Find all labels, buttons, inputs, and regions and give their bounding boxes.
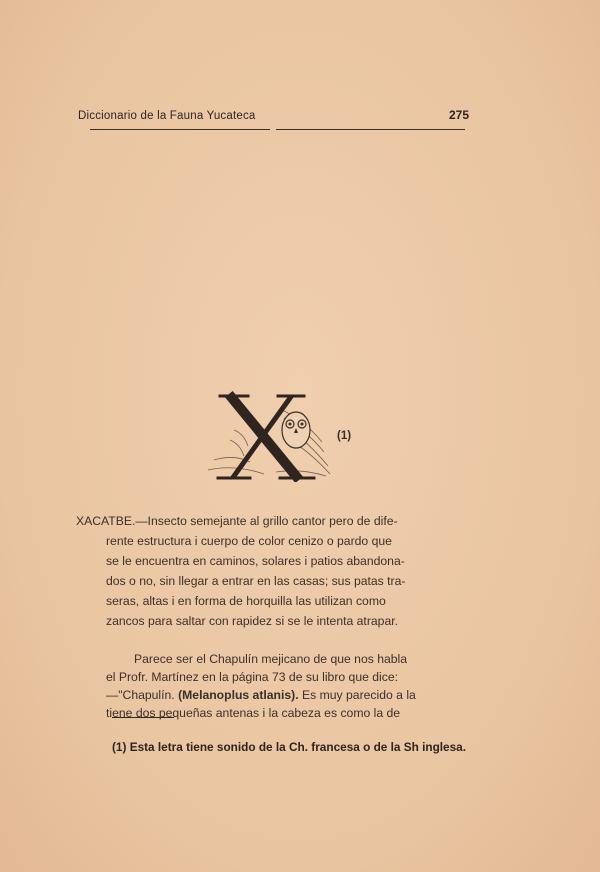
owl-eye-right-icon (301, 423, 304, 426)
entry-line-6: zancos para saltar con rapidez si se le intenta atrapar. (106, 614, 398, 628)
header-rule-left (90, 129, 270, 130)
illustrated-drop-cap-x (204, 390, 334, 482)
para2-line-2: el Profr. Martínez en la página 73 de su libro que dice: (106, 670, 398, 684)
header-rule-right (276, 129, 465, 130)
para2-line-3 (106, 688, 416, 702)
footnote-text: (1) Esta letra tiene sonido de la Ch. francesa o de la Sh inglesa. (112, 740, 467, 754)
para2-line-4: tiene dos pequeñas antenas i la cabeza es como la de (106, 706, 401, 720)
entry-line-2: rente estructura i cuerpo de color cenizo o pardo que (106, 534, 392, 548)
para2-line-3-post: Es muy parecido a la (298, 688, 416, 702)
footnote-marker: (1) (337, 430, 352, 442)
entry-line-5: seras, altas i en forma de horquilla las utilizan como (106, 594, 386, 608)
owl-eye-left-icon (289, 423, 292, 426)
entry-line-1: XACATBE.—Insecto semejante al grillo cantor pero de dife- (76, 514, 398, 528)
drop-cap-letter: X (269, 440, 270, 441)
footnote-separator (112, 717, 174, 718)
para2-line-3-pre: —"Chapulín. (106, 688, 179, 702)
page-number: 275 (449, 108, 470, 122)
running-header-title: Diccionario de la Fauna Yucateca (78, 110, 256, 122)
para2-line-1: Parece ser el Chapulín mejicano de que nos habla (134, 652, 408, 666)
entry-line-3: se le encuentra en caminos, solares i patios abandona- (106, 554, 405, 568)
entry-line-4: dos o no, sin llegar a entrar en las casas; sus patas tra- (106, 574, 406, 588)
species-name: (Melanoplus atlanis). (178, 688, 299, 702)
